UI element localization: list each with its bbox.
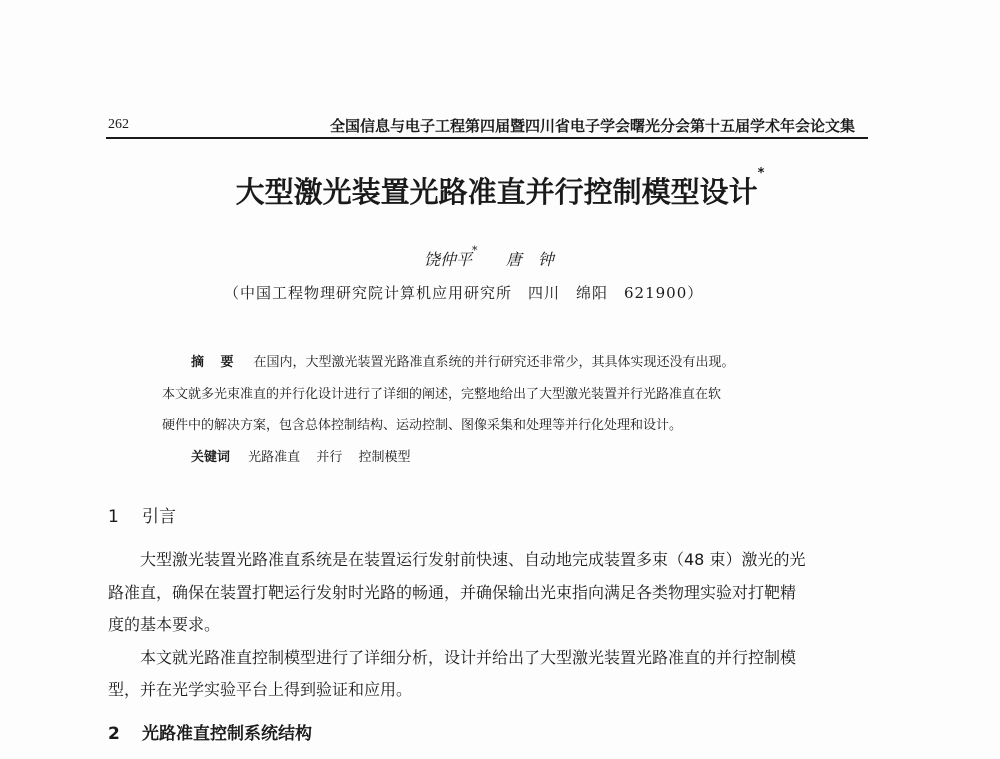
title-footnote-mark: *: [757, 166, 765, 181]
keyword: 光路准直: [248, 450, 301, 465]
affiliation: （中国工程物理研究院计算机应用研究所 四川 绵阳 621900）: [224, 284, 704, 302]
author-1-mark: *: [472, 244, 478, 257]
header-rule: [106, 137, 868, 139]
abstract-line-2: 本文就多光束准直的并行化设计进行了详细的阐述，完整地给出了大型激光装置并行光路准直在软: [162, 387, 722, 402]
section-number: 2: [108, 724, 120, 744]
keywords-label: 关键词: [191, 450, 231, 465]
author-line: [424, 244, 554, 270]
body-line: 本文就光路准直控制模型进行了详细分析，设计并给出了大型激光装置光路准直的并行控制模: [140, 648, 797, 667]
abstract-line-3: 硬件中的解决方案，包含总体控制结构、运动控制、图像采集和处理等并行化处理和设计。: [162, 418, 683, 433]
body-line: 大型激光装置光路准直系统是在装置运行发射前快速、自动地完成装置多束（48 束）激光的光: [140, 550, 806, 569]
section-heading-2: [108, 719, 312, 744]
keyword: 并行: [316, 450, 343, 465]
paper-title: [0, 166, 1000, 211]
author-1: 饶仲平: [424, 250, 473, 269]
abstract-text-1: 在国内，大型激光装置光路准直系统的并行研究还非常少，其具体实现还没有出现。: [253, 355, 735, 370]
page-number: 262: [108, 117, 129, 132]
keywords-line: [191, 446, 422, 465]
section-heading-1: [108, 502, 176, 527]
keyword: 控制模型: [358, 450, 411, 465]
section-title: 引言: [142, 507, 176, 527]
body-line: 路准直，确保在装置打靶运行发射时光路的畅通，并确保输出光束指向满足各类物理实验对打靶精: [108, 583, 797, 602]
body-line: 度的基本要求。: [108, 615, 221, 634]
abstract-label: 摘 要: [191, 355, 240, 370]
paper-title-text: 大型激光装置光路准直并行控制模型设计: [235, 175, 758, 209]
body-line: 型，并在光学实验平台上得到验证和应用。: [108, 680, 413, 699]
running-title: 全国信息与电子工程第四届暨四川省电子学会曙光分会第十五届学术年会论文集: [330, 117, 856, 135]
section-number: 1: [108, 507, 119, 527]
abstract-line-1: [191, 351, 735, 370]
section-title: 光路准直控制系统结构: [142, 724, 312, 744]
author-2: 唐 钟: [505, 250, 554, 269]
